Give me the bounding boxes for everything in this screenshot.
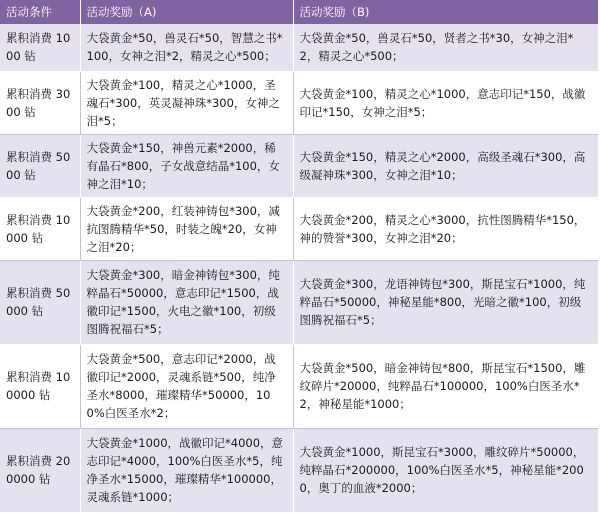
reward-b-cell: 大袋黄金*50，兽灵石*50，贤者之书*30，女神之泪*2，精灵之心*500； (293, 24, 598, 71)
reward-a-cell: 大袋黄金*50，兽灵石*50，智慧之书*100，女神之泪*2，精灵之心*500； (80, 24, 293, 71)
condition-cell: 累积消费 200000 钻 (0, 428, 80, 512)
reward-b-cell: 大袋黄金*1000，斯昆宝石*3000，雕纹碎片*50000，纯粹晶石*200000，100%白医圣水*5，神秘星能*2000，奥丁的血液*2000； (293, 428, 598, 512)
header-reward-a: 活动奖励（A) (80, 0, 293, 24)
condition-cell: 累积消费 50000 钻 (0, 260, 80, 344)
table-row (0, 134, 598, 197)
condition-cell: 累积消费 10000 钻 (0, 197, 80, 260)
reward-a-cell: 大袋黄金*200，红装神铸包*300，减抗图腾精华*50，时装之魄*20，女神之泪*20； (80, 197, 293, 260)
reward-a-cell: 大袋黄金*1000，战徽印记*4000，意志印记*4000，100%白医圣水*5，纯净圣水*15000，璀璨精华*100000，灵魂系链*1000； (80, 428, 293, 512)
condition-cell: 累积消费 3000 钻 (0, 71, 80, 134)
table-row (0, 71, 598, 134)
reward-a-cell: 大袋黄金*500，意志印记*2000，战徽印记*2000，灵魂系链*500，纯净圣水*8000，璀璨精华*50000，100%白医圣水*2； (80, 344, 293, 428)
table-header-row (0, 0, 598, 24)
condition-cell: 累积消费 100000 钻 (0, 344, 80, 428)
table-row (0, 197, 598, 260)
header-condition: 活动条件 (0, 0, 80, 24)
table-row (0, 24, 598, 71)
reward-b-cell: 大袋黄金*200，精灵之心*3000，抗性图腾精华*150，神的赞誉*300，女神之泪*20； (293, 197, 598, 260)
reward-a-cell: 大袋黄金*150，神兽元素*2000，稀有晶石*800，子女战意结晶*100，女神之泪*10； (80, 134, 293, 197)
table-row (0, 344, 598, 428)
reward-b-cell: 大袋黄金*150，精灵之心*2000，高级圣魂石*300，高级凝神珠*300，女神之泪*10； (293, 134, 598, 197)
reward-a-cell: 大袋黄金*100，精灵之心*1000，圣魂石*300，英灵凝神珠*300，女神之泪*5； (80, 71, 293, 134)
table-row (0, 260, 598, 344)
reward-b-cell: 大袋黄金*500，暗金神铸包*800，斯昆宝石*1500，雕纹碎片*20000，纯粹晶石*100000，100%白医圣水*2，神秘星能*1000； (293, 344, 598, 428)
condition-cell: 累积消费 1000 钻 (0, 24, 80, 71)
condition-cell: 累积消费 5000 钻 (0, 134, 80, 197)
header-reward-b: 活动奖励（B) (293, 0, 598, 24)
reward-b-cell: 大袋黄金*100，精灵之心*1000，意志印记*150，战徽印记*150，女神之泪*5； (293, 71, 598, 134)
table-row (0, 428, 598, 512)
reward-a-cell: 大袋黄金*300，暗金神铸包*300，纯粹晶石*50000，意志印记*1500，战徽印记*1500，火电之徽*100，初级图腾祝福石*5； (80, 260, 293, 344)
reward-b-cell: 大袋黄金*300，龙语神铸包*300，斯昆宝石*1000，纯粹晶石*50000，神秘星能*800，光暗之徽*100，初级图腾祝福石*5； (293, 260, 598, 344)
